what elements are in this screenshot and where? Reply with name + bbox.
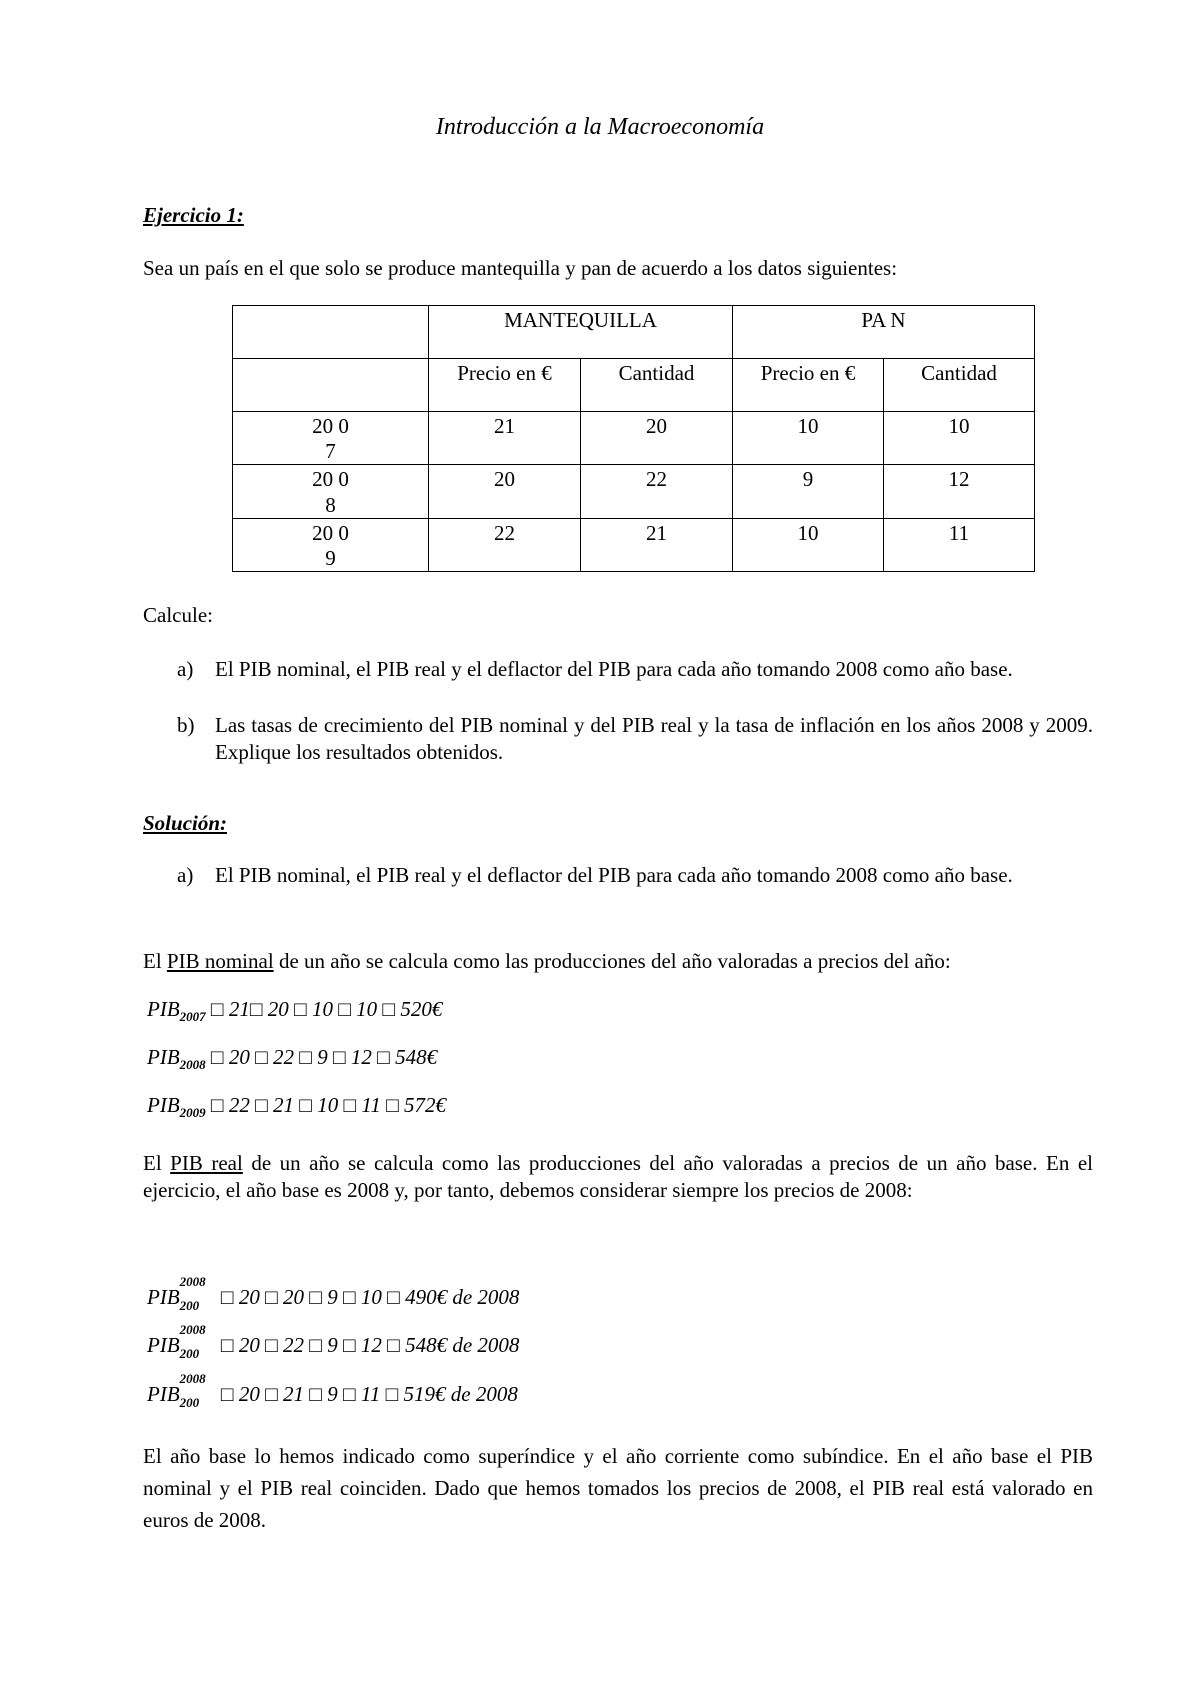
formula-real-2007: PIB 2008 200 □ 20 □ 20 □ 9 □ 10 □ 490€ de 2008 (147, 1274, 520, 1313)
formula-nominal-2009: $PIB_{2009}$ □ 22 □ 21 □ 10 □ 11 □ 572€ (147, 1093, 447, 1121)
question-a (177, 656, 1093, 683)
document-title: Introducción a la Macroeconomía (435, 114, 765, 140)
nominal-paragraph: El PIB nominal de un año se calcula como las producciones del año valoradas a precios del año: (143, 949, 951, 973)
value-cell: 20 (581, 412, 733, 465)
year-cell: 20 07 (233, 412, 429, 465)
formula-real-2009: PIB 2008 200 □ 20 □ 21 □ 9 □ 11 □ 519€ de 2008 (147, 1371, 518, 1410)
value-cell: 10 (884, 412, 1035, 465)
formula-nominal-2007: $PIB_{2007}$ □ 21□ 20 □ 10 □ 10 □ 520€ (147, 997, 443, 1025)
formula-real-2008: PIB 2008 200 □ 20 □ 22 □ 9 □ 12 □ 548€ de 2008 (147, 1322, 520, 1361)
question-label: a) (177, 657, 194, 681)
table-row (233, 518, 1035, 571)
table-row (233, 412, 1035, 465)
year-cell: 20 09 (233, 518, 429, 571)
table-header-row (233, 306, 1035, 359)
subheader-price: Precio en € (733, 359, 884, 412)
subheader-qty: Cantidad (884, 359, 1035, 412)
value-cell: 22 (429, 518, 581, 571)
value-cell: 22 (581, 465, 733, 518)
question-text: El PIB nominal, el PIB real y el deflactor del PIB para cada año tomando 2008 como año base. (215, 863, 1013, 887)
question-b (177, 712, 1093, 767)
subheader-qty: Cantidad (581, 359, 733, 412)
table-subheader-row (233, 359, 1035, 412)
table-corner-cell (233, 306, 429, 359)
value-cell: 11 (884, 518, 1035, 571)
real-paragraph: El PIB real de un año se calcula como las producciones del año valoradas a precios de un año base. En el ejercicio, el año base es 2008 y, por tanto, debemos considerar siempre los precios de 2008: (143, 1151, 1093, 1203)
solution-a (177, 862, 1093, 889)
intro-text: Sea un país en el que solo se produce mantequilla y pan de acuerdo a los datos siguientes: (143, 256, 898, 280)
closing-paragraph: El año base lo hemos indicado como superíndice y el año corriente como subíndice. En el año base el PIB nominal y el PIB real coinciden. Dado que hemos tomados los precios de 2008, el PIB real está valorado en euros de 2008. (143, 1444, 1093, 1532)
data-table (232, 305, 1035, 572)
formula-nominal-2008: $PIB_{2008}$ □ 20 □ 22 □ 9 □ 12 □ 548€ (147, 1045, 438, 1073)
value-cell: 12 (884, 465, 1035, 518)
term-pib-nominal: PIB nominal (166, 949, 274, 973)
question-label: a) (177, 863, 194, 887)
value-cell: 21 (429, 412, 581, 465)
question-text: El PIB nominal, el PIB real y el deflactor del PIB para cada año tomando 2008 como año base. (215, 657, 1013, 681)
question-label: b) (177, 713, 195, 737)
value-cell: 20 (429, 465, 581, 518)
header-pan: PA N (733, 306, 1035, 359)
value-cell: 10 (733, 518, 884, 571)
year-cell: 20 08 (233, 465, 429, 518)
subheader-price: Precio en € (429, 359, 581, 412)
term-pib-real: PIB real (170, 1151, 243, 1175)
header-mantequilla: MANTEQUILLA (429, 306, 733, 359)
value-cell: 21 (581, 518, 733, 571)
value-cell: 10 (733, 412, 884, 465)
calcule-label: Calcule: (143, 603, 213, 627)
solution-heading: Solución: (143, 811, 228, 835)
value-cell: 9 (733, 465, 884, 518)
question-text: Las tasas de crecimiento del PIB nominal y del PIB real y la tasa de inflación en los años 2008 y 2009. Explique los resultados obtenidos. (215, 713, 1093, 765)
exercise-heading: Ejercicio 1: (143, 203, 244, 227)
table-row (233, 465, 1035, 518)
